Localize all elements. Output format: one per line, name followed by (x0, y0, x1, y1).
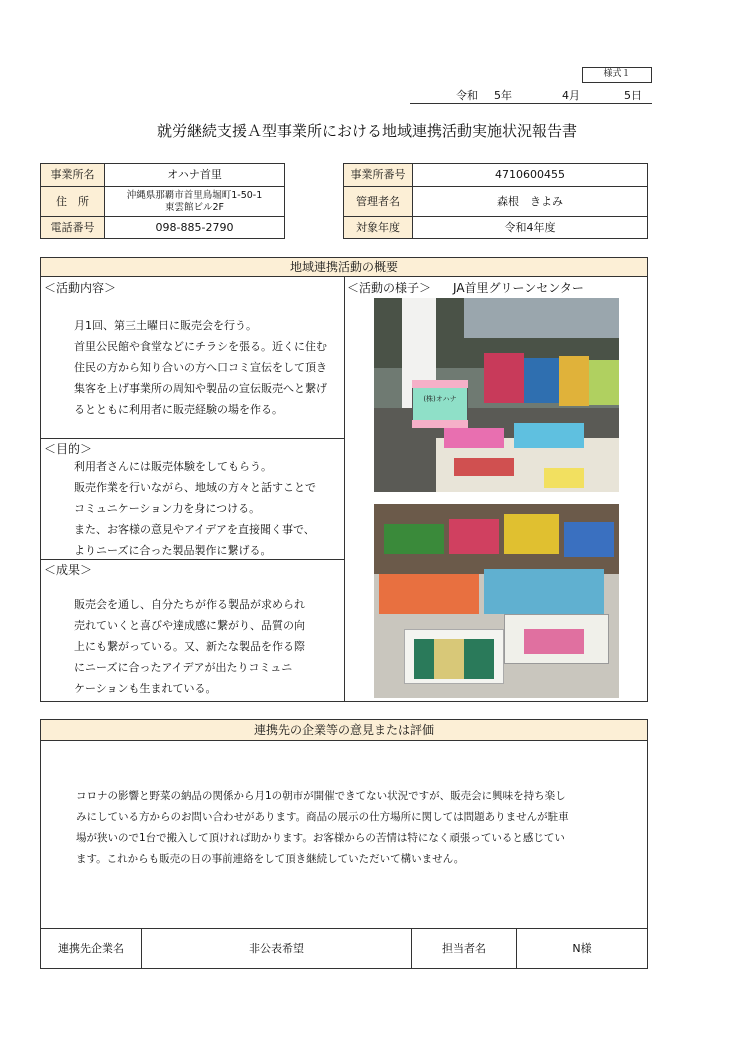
office-number-value: 4710600455 (495, 168, 565, 182)
address-label: 住 所 (56, 194, 89, 208)
evaluation-text: コロナの影響と野菜の納品の関係から月1の朝市が開催できてない状況ですが、販売会に興味を持ち楽し みにしている方からのお問い合わせがあります。商品の展示の仕方場所に関しては問題ありませんが駐車 場が狭いので1台で搬入して頂ければ助かります。お客様からの苦情は特になく頑張っていると感じてい ます。これからも販売の日の事前連絡をして頂き継続していただいて構いません。 (76, 790, 569, 865)
date-line (410, 84, 652, 104)
office-info-table (40, 163, 285, 239)
activity-label: ＜活動内容＞ (44, 281, 117, 295)
date-month: 4月 (562, 89, 580, 102)
purpose-text: 利用者さんには販売体験をしてもらう。 販売作業を行いながら、地域の方々と話すことで コミュニケーション力を身につける。 また、お客様の意見やアイデアを直接聞く事で、 よりニーズに合った製品製作に繋げる。 (74, 460, 316, 557)
office-name-value: オハナ首里 (167, 168, 222, 182)
scene-label: ＜活動の様子＞ (347, 281, 432, 295)
scene-place: JA首里グリーンセンター (453, 281, 584, 295)
office-number-label: 事業所番号 (350, 168, 406, 182)
result-text: 販売会を通し、自分たちが作る製品が求められ 売れていくと喜びや達成感に繋がり、品質の向 上にも繋がっている。又、新たな製品を作る際 にニーズに合ったアイデアが出たりコミュニ ケーションも生まれている。 (74, 598, 305, 695)
phone-value: 098-885-2790 (155, 220, 234, 234)
page-title: 就労継続支援Ａ型事業所における地域連携活動実施状況報告書 (156, 122, 577, 140)
address-value (105, 187, 284, 216)
form-number-tag: 様式１ (582, 67, 652, 83)
goods-table-photo (374, 504, 619, 698)
sign-text: (株)オハナ (423, 395, 457, 403)
address-line1: 沖縄県那覇市首里鳥堀町1-50-1 (126, 189, 263, 201)
date-day: 5日 (624, 89, 642, 102)
market-stall-photo (374, 298, 619, 492)
office-number-table (343, 163, 648, 239)
purpose-label: ＜目的＞ (44, 442, 93, 456)
activity-text: 月1回、第三土曜日に販売会を行う。 首里公民館や食堂などにチラシを張る。近くに住む 住民の方から知り合いの方へ口コミ宣伝をして頂き 集客を上げ事業所の周知や製品の宣伝販売へと繋げ るとともに利用者に販売経験の場を作る。 (74, 319, 327, 416)
address-line2: 東雲館ビル2F (164, 201, 224, 213)
evaluation-section (40, 719, 648, 969)
date-era: 令和 (456, 89, 478, 102)
overview-section (40, 257, 648, 702)
manager-label: 管理者名 (356, 194, 400, 208)
result-label: ＜成果＞ (44, 563, 93, 577)
overview-header: 地域連携活動の概要 (41, 258, 647, 277)
evaluation-header: 連携先の企業等の意見または評価 (41, 720, 647, 741)
company-value: 非公表希望 (249, 941, 304, 955)
manager-value: 森根 きよみ (497, 194, 563, 208)
date-year: 5年 (494, 89, 512, 102)
target-year-label: 対象年度 (356, 220, 400, 234)
phone-label: 電話番号 (50, 220, 95, 234)
company-label: 連携先企業名 (58, 941, 124, 955)
office-name-label: 事業所名 (50, 168, 95, 182)
person-value: N様 (572, 941, 592, 955)
target-year-value: 令和4年度 (504, 220, 556, 234)
person-label: 担当者名 (442, 941, 486, 955)
